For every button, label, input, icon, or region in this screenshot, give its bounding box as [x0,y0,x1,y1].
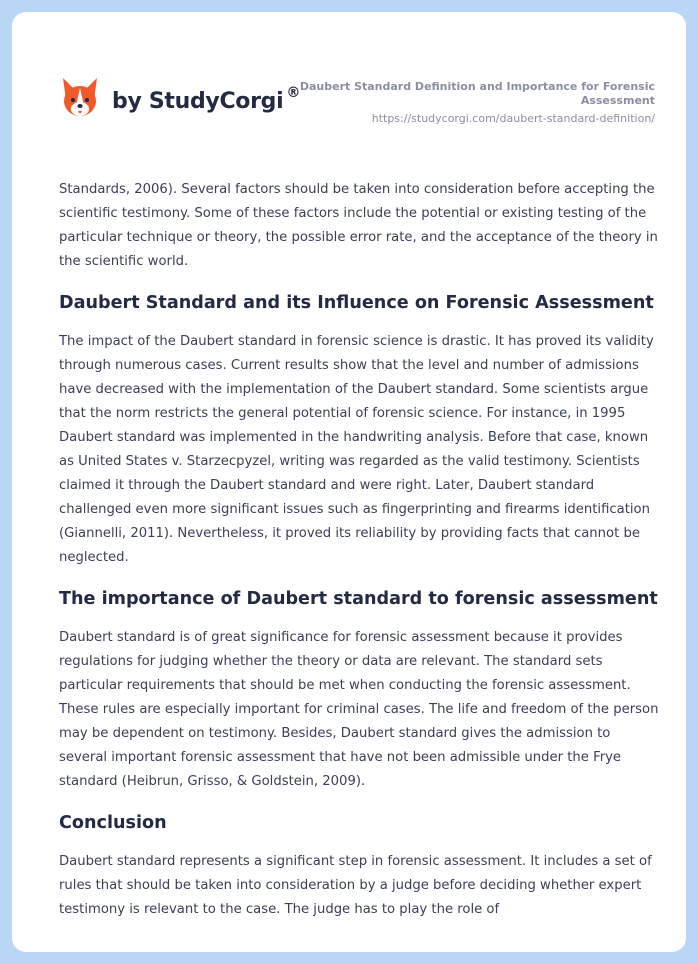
document-url[interactable]: https://studycorgi.com/daubert-standard-definition/ [371,112,655,125]
section-paragraph-conclusion: Daubert standard represents a significant step in forensic assessment. It includes a set of rules that should be taken into consideration by a judge before deciding whether expert testimony is relevant to the case. The judge has to play the role of [59,854,652,917]
document-page [12,12,686,952]
registered-mark: ® [286,84,301,101]
section-heading-importance: The importance of Daubert standard to forensic assessment [59,589,658,609]
section-paragraph-importance: Daubert standard is of great significance for forensic assessment because it provides regulations for judging whether the theory or data are relevant. The standard sets particular requirements that should be met when conducting the forensic assessment. These rules are especially important for criminal cases. The life and freedom of the person may be dependent on testimony. Besides, Daubert standard gives the admission to several important forensic assessment that have not been admissible under the Frye standard (Heibrun, Grisso, & Goldstein, 2009). [59,630,659,789]
brand-name: by StudyCorgi [112,88,284,114]
page-header [12,12,686,152]
document-title: Daubert Standard Definition and Importance for Forensic Assessment [299,80,655,107]
corgi-icon [60,76,100,120]
article-body [59,178,659,937]
section-heading-daubert-influence: Daubert Standard and its Influence on Forensic Assessment [59,293,654,313]
intro-paragraph: Standards, 2006). Several factors should be taken into consideration before accepting the scientific testimony. Some of these factors include the potential or existing testing of the particular technique or theory, the possible error rate, and the acceptance of the theory in the scientific world. [59,182,658,269]
document-meta [295,80,655,126]
section-heading-conclusion: Conclusion [59,813,167,833]
section-paragraph-daubert-influence: The impact of the Daubert standard in forensic science is drastic. It has proved its validity through numerous cases. Current results show that the level and number of admissions have decreased with the implementation of the Daubert standard. Some scientists argue that the norm restricts the general potential of forensic science. For instance, in 1995 Daubert standard was implemented in the handwriting analysis. Before that case, known as United States v. Starzecpyzel, writing was regarded as the valid testimony. Scientists claimed it through the Daubert standard and were right. Later, Daubert standard challenged even more significant issues such as fingerprinting and firearms identification (Giannelli, 2011). Nevertheless, it proved its reliability by providing facts that cannot be neglected. [59,334,654,565]
studycorgi-logo[interactable] [60,76,300,120]
